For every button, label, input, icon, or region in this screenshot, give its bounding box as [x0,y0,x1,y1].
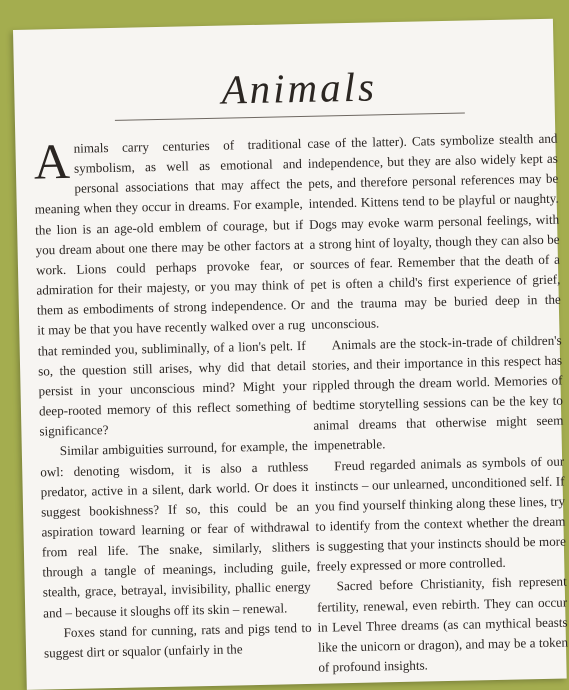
right-column [307,129,568,678]
paragraph-2: Similar ambiguities surround, for example, the owl: denoting wisdom, it is also a ruthless predator, active in a silent, dark world. Or does it suggest bookishness? If so, this could be an aspiration toward learning or fear of withdrawal from real life. The snake, similarly, slithers through a tangle of meanings, including guile, stealth, grace, betrayal, invisibility, phallic energy and – because it sloughs off its skin – renewal. [40,438,311,621]
paragraph-1-text: nimals carry centuries of traditional symbolism, as well as emotional and personal associations that may affect the meaning when they occur in dreams. For example, the lion is an age-old emblem of courage, but if you dream about one there may be other factors at work. Lions could perhaps provoke fear, or admiration for their majesty, or you may think of them as embodiments of strong independence. Or it may be that you have recently walked over a rug that reminded you, subliminally, of a lion's pelt. If so, the question still arises, why did that detail persist in your unconscious mind? Might your deep-rooted memory of this reflect something of significance? [34,135,308,439]
drop-cap: A [33,132,71,190]
paragraph-6: Freud regarded animals as symbols of our instincts – our unlearned, unconditioned self. If you find yourself thinking along these lines, try to identify from the context whether the dream is suggesting that your instincts should be more freely expressed or more controlled. [314,453,566,575]
left-column [33,134,312,664]
book-page [13,19,567,690]
paragraph-5: Animals are the stock-in-trade of children's stories, and their importance in this respect has rippled through the dream world. Memories of bedtime storytelling sessions can be the key to animal dreams that otherwise might seem impenetrable. [311,332,564,454]
paragraph-4: case of the latter). Cats symbolize stealth and independence, but they are also widely kept as pets, and therefore personal references may be intended. Kittens tend to be playful or naughty. Dogs may evoke warm personal feelings, with a strong hint of loyalty, though they can also be sources of fear. Remember that the death of a pet is often a child's first experience of grief, and the trauma may be buried deep in the unconscious. [307,130,561,333]
paragraph-3: Foxes stand for cunning, rats and pigs tend to suggest dirt or squalor (unfairly in the [43,619,312,661]
paragraph-7: Sacred before Christianity, fish represent fertility, renewal, even rebirth. They can occur in Level Three dreams (as can mythical beasts like the unicorn or dragon), and may be a token of profound insights. [316,573,569,675]
paragraph-1 [33,134,307,442]
page-title: Animals [221,63,378,113]
